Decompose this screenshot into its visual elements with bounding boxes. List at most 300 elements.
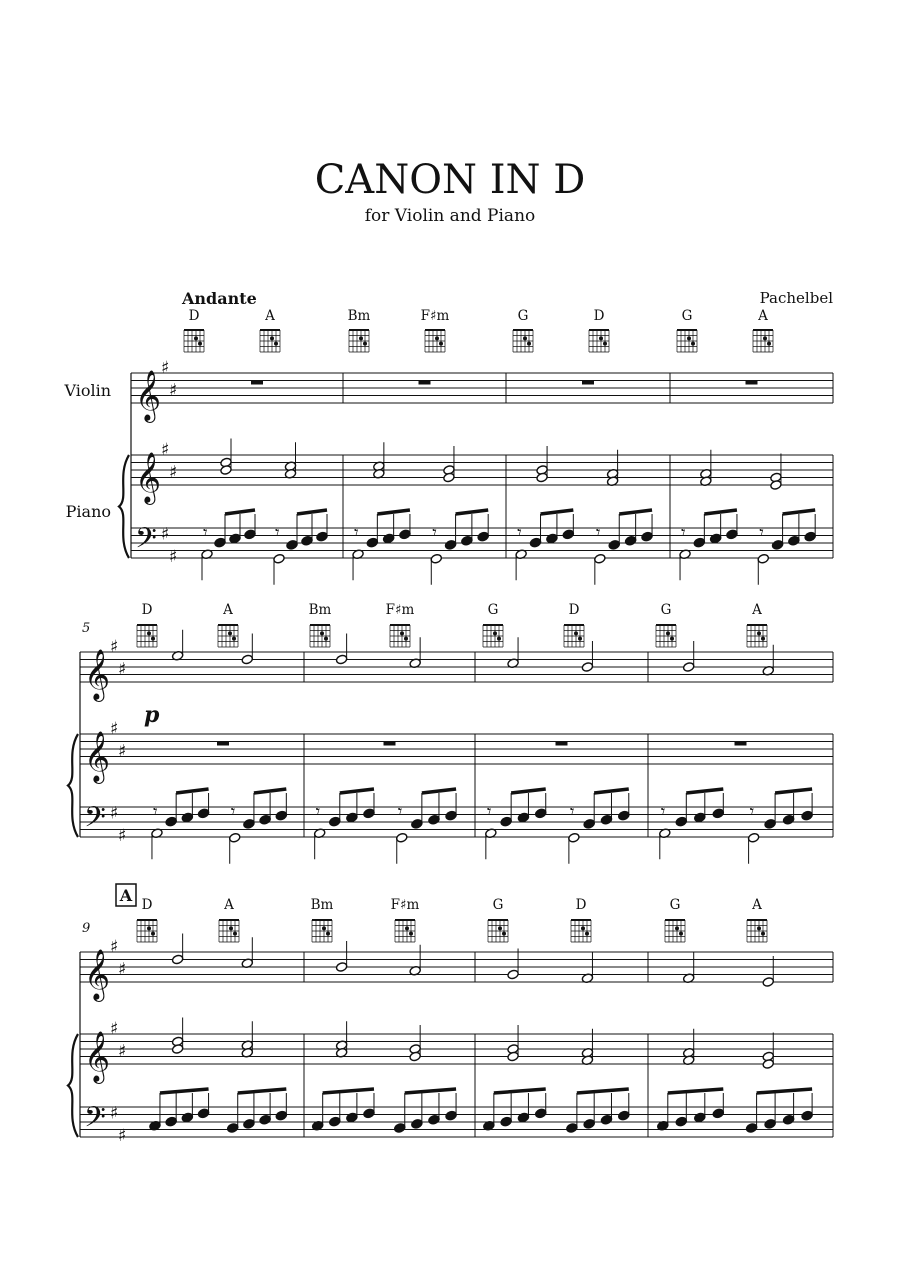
- violin-staff: [80, 652, 833, 682]
- note-head: [409, 1051, 421, 1062]
- sharp-icon: ♯: [118, 1126, 127, 1146]
- note-head: [757, 553, 769, 564]
- eighth-beam: [511, 789, 546, 793]
- eighth-beam: [405, 1089, 456, 1093]
- chord-g: [513, 308, 533, 352]
- whole-rest-icon: [746, 381, 758, 385]
- eighth-rest-icon: 𝄾: [432, 523, 437, 543]
- chord-d: [184, 308, 204, 352]
- note-head: [394, 1123, 406, 1134]
- guitar-chord-diagram-icon: [571, 920, 591, 942]
- eighth-beam: [225, 510, 255, 514]
- note-head: [346, 812, 358, 823]
- finger-dot: [270, 336, 274, 340]
- chord-name: Bm: [310, 897, 334, 913]
- note-head: [675, 1116, 687, 1127]
- sharp-icon: ♯: [110, 1103, 119, 1124]
- whole-rest-icon: [419, 381, 431, 385]
- guitar-chord-diagram-icon: [747, 920, 767, 942]
- note-head: [683, 662, 695, 673]
- eighth-rest-icon: 𝄾: [203, 523, 208, 543]
- finger-dot: [675, 926, 679, 930]
- note-head: [801, 1110, 813, 1121]
- eighth-beam: [686, 789, 723, 793]
- sharp-icon: ♯: [169, 380, 178, 401]
- note-head: [197, 1108, 209, 1119]
- sharp-icon: ♯: [118, 959, 127, 980]
- note-head: [181, 812, 193, 823]
- note-head: [259, 814, 271, 825]
- guitar-chord-diagram-icon: [137, 625, 157, 647]
- note-head: [273, 553, 285, 564]
- guitar-chord-diagram-icon: [656, 625, 676, 647]
- note-head: [220, 465, 232, 476]
- chord-fsharpm: [391, 897, 420, 942]
- finger-dot: [320, 631, 324, 635]
- chord-name: A: [752, 897, 762, 913]
- note-head: [517, 812, 529, 823]
- note-head: [229, 533, 241, 544]
- chord-name: D: [568, 602, 580, 618]
- note-head: [275, 810, 287, 821]
- sharp-icon: ♯: [110, 937, 119, 957]
- note-head: [428, 1114, 440, 1125]
- note-head: [346, 1112, 358, 1123]
- finger-dot: [322, 926, 326, 930]
- note-head: [600, 1114, 612, 1125]
- finger-dot: [363, 342, 367, 346]
- note-head: [214, 537, 226, 548]
- note-head: [745, 1123, 757, 1134]
- note-head: [546, 533, 558, 544]
- sharp-icon: ♯: [118, 1041, 127, 1062]
- treble-clef-icon: 𝄞: [84, 949, 111, 1000]
- sharp-icon: ♯: [110, 719, 119, 739]
- note-head: [197, 808, 209, 819]
- guitar-chord-diagram-icon: [513, 330, 533, 352]
- note-head: [517, 1112, 529, 1123]
- guitar-chord-diagram-icon: [219, 920, 239, 942]
- chord-name: A: [758, 308, 768, 324]
- note-head: [675, 816, 687, 827]
- eighth-beam: [456, 510, 489, 514]
- chord-name: A: [224, 897, 234, 913]
- note-head: [535, 1108, 547, 1119]
- note-head: [165, 816, 177, 827]
- finger-dot: [228, 631, 232, 635]
- note-head: [507, 969, 519, 980]
- note-head: [529, 537, 541, 548]
- finger-dot: [435, 336, 439, 340]
- note-head: [444, 540, 456, 551]
- chord-g: [656, 602, 676, 647]
- rehearsal-mark: A: [119, 886, 133, 905]
- violin-staff: [131, 373, 833, 403]
- eighth-beam: [377, 510, 410, 514]
- finger-dot: [404, 637, 408, 641]
- finger-dot: [578, 637, 582, 641]
- eighth-rest-icon: 𝄾: [569, 802, 575, 822]
- finger-dot: [400, 631, 404, 635]
- note-head: [286, 540, 298, 551]
- tempo-marking: Andante: [182, 289, 257, 308]
- finger-dot: [326, 932, 330, 936]
- note-head: [461, 535, 473, 546]
- note-head: [165, 1116, 177, 1127]
- chord-g: [665, 897, 685, 942]
- finger-dot: [763, 336, 767, 340]
- note-head: [335, 654, 347, 665]
- chord-name: D: [188, 308, 200, 324]
- note-head: [500, 816, 512, 827]
- finger-dot: [670, 637, 674, 641]
- note-head: [259, 1114, 271, 1125]
- note-head: [771, 540, 783, 551]
- eighth-rest-icon: 𝄾: [759, 523, 764, 543]
- note-head: [536, 472, 548, 483]
- finger-dot: [523, 336, 527, 340]
- note-head: [801, 810, 813, 821]
- chord-d: [137, 602, 157, 647]
- guitar-chord-diagram-icon: [488, 920, 508, 942]
- eighth-beam: [594, 789, 629, 793]
- eighth-beam: [176, 789, 208, 793]
- violin-staff: [80, 952, 833, 982]
- note-head: [171, 1044, 183, 1055]
- note-head: [329, 816, 341, 827]
- note-head: [709, 533, 721, 544]
- treble-clef-icon: 𝄞: [84, 731, 111, 782]
- chord-a: [260, 308, 280, 352]
- sharp-icon: ♯: [118, 659, 127, 680]
- note-head: [399, 529, 411, 540]
- sharp-icon: ♯: [161, 440, 170, 460]
- sharp-icon: ♯: [118, 741, 127, 762]
- system-2: [68, 602, 833, 864]
- note-head: [382, 533, 394, 544]
- note-head: [562, 529, 574, 540]
- eighth-rest-icon: 𝄾: [354, 523, 359, 543]
- dynamic-marking: p: [144, 702, 160, 728]
- finger-dot: [599, 336, 603, 340]
- note-head: [600, 814, 612, 825]
- guitar-chord-diagram-icon: [395, 920, 415, 942]
- finger-dot: [198, 342, 202, 346]
- note-head: [608, 540, 620, 551]
- finger-dot: [581, 926, 585, 930]
- finger-dot: [497, 637, 501, 641]
- guitar-chord-diagram-icon: [218, 625, 238, 647]
- eighth-beam: [577, 1089, 629, 1093]
- note-head: [624, 535, 636, 546]
- finger-dot: [498, 926, 502, 930]
- chord-bm: [348, 308, 371, 352]
- note-head: [788, 535, 800, 546]
- piano-label: Piano: [65, 502, 111, 521]
- note-head: [445, 810, 457, 821]
- note-head: [583, 819, 595, 830]
- whole-rest-icon: [384, 742, 396, 746]
- eighth-beam: [340, 789, 374, 793]
- chord-name: D: [593, 308, 605, 324]
- piano-right-hand-staff: [131, 455, 833, 485]
- bass-clef-icon: 𝄢: [135, 522, 157, 562]
- chord-d: [564, 602, 584, 647]
- treble-clef-icon: 𝄞: [135, 452, 162, 503]
- treble-clef-icon: 𝄞: [135, 370, 162, 421]
- eighth-rest-icon: 𝄾: [486, 802, 492, 822]
- whole-rest-icon: [251, 381, 263, 385]
- note-head: [241, 654, 253, 665]
- note-head: [411, 819, 423, 830]
- finger-dot: [761, 637, 765, 641]
- sharp-icon: ♯: [110, 1019, 119, 1039]
- eighth-beam: [238, 1089, 287, 1093]
- finger-dot: [679, 932, 683, 936]
- note-head: [477, 531, 489, 542]
- finger-dot: [147, 926, 151, 930]
- chord-name: F♯m: [390, 897, 420, 913]
- chord-g: [483, 602, 503, 647]
- eighth-rest-icon: 𝄾: [660, 802, 666, 822]
- finger-dot: [757, 926, 761, 930]
- guitar-chord-diagram-icon: [260, 330, 280, 352]
- system-1: [119, 308, 833, 585]
- chord-d: [571, 897, 591, 942]
- finger-dot: [229, 926, 233, 930]
- guitar-chord-diagram-icon: [390, 625, 410, 647]
- chord-name: A: [223, 602, 233, 618]
- piano-brace: [68, 734, 78, 837]
- guitar-chord-diagram-icon: [747, 625, 767, 647]
- chord-d: [589, 308, 609, 352]
- note-head: [443, 472, 455, 483]
- chord-a: [218, 602, 238, 647]
- chord-name: A: [265, 308, 275, 324]
- whole-rest-icon: [735, 742, 747, 746]
- eighth-rest-icon: 𝄾: [152, 802, 158, 822]
- chord-name: F♯m: [385, 602, 415, 618]
- note-head: [694, 812, 706, 823]
- treble-clef-icon: 𝄞: [84, 649, 111, 700]
- eighth-beam: [323, 1089, 374, 1093]
- chord-name: G: [487, 602, 499, 618]
- chord-name: G: [492, 897, 504, 913]
- eighth-beam: [494, 1089, 546, 1093]
- note-head: [243, 1119, 255, 1130]
- bass-clef-icon: 𝄢: [84, 801, 106, 841]
- note-head: [618, 810, 630, 821]
- eighth-rest-icon: 𝄾: [397, 802, 403, 822]
- measure-number: 9: [82, 921, 91, 936]
- finger-dot: [666, 631, 670, 635]
- note-head: [747, 832, 759, 843]
- note-head: [229, 832, 241, 843]
- sharp-icon: ♯: [110, 637, 119, 657]
- piano-brace: [68, 1034, 78, 1137]
- chord-name: G: [681, 308, 693, 324]
- finger-dot: [233, 932, 237, 936]
- finger-dot: [757, 631, 761, 635]
- piano-brace: [119, 455, 129, 558]
- note-head: [445, 1110, 457, 1121]
- guitar-chord-diagram-icon: [425, 330, 445, 352]
- note-head: [782, 1114, 794, 1125]
- eighth-rest-icon: 𝄾: [315, 802, 321, 822]
- finger-dot: [405, 926, 409, 930]
- violin-label: Violin: [64, 381, 111, 400]
- finger-dot: [151, 637, 155, 641]
- sharp-icon: ♯: [169, 462, 178, 483]
- sharp-icon: ♯: [110, 803, 119, 824]
- chord-name: G: [669, 897, 681, 913]
- guitar-chord-diagram-icon: [589, 330, 609, 352]
- note-head: [618, 1110, 630, 1121]
- finger-dot: [147, 631, 151, 635]
- guitar-chord-diagram-icon: [184, 330, 204, 352]
- score-title: CANON IN D: [314, 157, 586, 203]
- chord-a: [747, 602, 767, 647]
- finger-dot: [691, 342, 695, 346]
- eighth-rest-icon: 𝄾: [230, 802, 236, 822]
- note-head: [363, 808, 375, 819]
- guitar-chord-diagram-icon: [137, 920, 157, 942]
- note-head: [275, 1110, 287, 1121]
- note-head: [430, 553, 442, 564]
- note-head: [566, 1123, 578, 1134]
- note-head: [171, 954, 183, 965]
- measure-number: 5: [82, 621, 91, 636]
- guitar-chord-diagram-icon: [349, 330, 369, 352]
- finger-dot: [151, 932, 155, 936]
- note-head: [712, 808, 724, 819]
- eighth-beam: [160, 1089, 209, 1093]
- note-head: [329, 1116, 341, 1127]
- piano-right-hand-staff: [80, 1034, 833, 1064]
- eighth-rest-icon: 𝄾: [517, 523, 522, 543]
- chord-bm: [311, 897, 334, 942]
- note-head: [762, 1059, 774, 1070]
- chord-name: G: [517, 308, 529, 324]
- whole-rest-icon: [582, 381, 594, 385]
- sharp-icon: ♯: [161, 358, 170, 378]
- guitar-chord-diagram-icon: [564, 625, 584, 647]
- note-head: [804, 531, 816, 542]
- chord-d: [137, 897, 157, 942]
- note-head: [244, 529, 256, 540]
- finger-dot: [767, 342, 771, 346]
- note-head: [396, 832, 408, 843]
- finger-dot: [493, 631, 497, 635]
- finger-dot: [324, 637, 328, 641]
- finger-dot: [359, 336, 363, 340]
- finger-dot: [502, 932, 506, 936]
- note-head: [500, 1116, 512, 1127]
- chord-a: [747, 897, 767, 942]
- note-head: [227, 1123, 239, 1134]
- note-head: [594, 553, 606, 564]
- eighth-beam: [704, 510, 737, 514]
- guitar-chord-diagram-icon: [665, 920, 685, 942]
- chord-name: Bm: [308, 602, 332, 618]
- rehearsal-mark-box: [116, 884, 136, 906]
- bass-clef-icon: 𝄢: [84, 1101, 106, 1141]
- note-head: [583, 1119, 595, 1130]
- guitar-chord-diagram-icon: [310, 625, 330, 647]
- note-head: [641, 531, 653, 542]
- eighth-beam: [757, 1089, 813, 1093]
- chord-a: [753, 308, 773, 352]
- chord-fsharpm: [421, 308, 450, 352]
- finger-dot: [603, 342, 607, 346]
- composer-name: Pachelbel: [759, 289, 833, 307]
- finger-dot: [585, 932, 589, 936]
- note-head: [411, 1119, 423, 1130]
- note-head: [762, 977, 774, 988]
- system-3: [68, 884, 833, 1146]
- chord-fsharpm: [386, 602, 415, 647]
- note-head: [694, 1112, 706, 1123]
- eighth-rest-icon: 𝄾: [595, 523, 601, 543]
- eighth-rest-icon: 𝄾: [275, 523, 280, 543]
- chord-g: [488, 897, 508, 942]
- finger-dot: [274, 342, 278, 346]
- sharp-icon: ♯: [161, 524, 170, 545]
- note-head: [243, 819, 255, 830]
- finger-dot: [232, 637, 236, 641]
- chord-bm: [309, 602, 332, 647]
- finger-dot: [409, 932, 413, 936]
- note-head: [726, 529, 738, 540]
- chord-name: D: [575, 897, 587, 913]
- eighth-beam: [254, 789, 286, 793]
- note-head: [764, 1119, 776, 1130]
- guitar-chord-diagram-icon: [677, 330, 697, 352]
- note-head: [366, 537, 378, 548]
- finger-dot: [527, 342, 531, 346]
- chord-name: Bm: [347, 308, 371, 324]
- chord-name: D: [141, 602, 153, 618]
- whole-rest-icon: [217, 742, 229, 746]
- note-head: [335, 962, 347, 973]
- note-head: [428, 814, 440, 825]
- finger-dot: [574, 631, 578, 635]
- note-head: [782, 814, 794, 825]
- note-head: [764, 819, 776, 830]
- whole-rest-icon: [556, 742, 568, 746]
- chord-a: [219, 897, 239, 942]
- note-head: [316, 531, 328, 542]
- finger-dot: [761, 932, 765, 936]
- chord-name: G: [660, 602, 672, 618]
- note-head: [712, 1108, 724, 1119]
- score-subtitle: for Violin and Piano: [364, 206, 536, 226]
- finger-dot: [194, 336, 198, 340]
- eighth-beam: [422, 789, 456, 793]
- finger-dot: [439, 342, 443, 346]
- eighth-rest-icon: 𝄾: [749, 802, 755, 822]
- eighth-beam: [619, 510, 652, 514]
- guitar-chord-diagram-icon: [753, 330, 773, 352]
- music-notation: [65, 308, 833, 1146]
- guitar-chord-diagram-icon: [312, 920, 332, 942]
- eighth-beam: [541, 510, 574, 514]
- eighth-beam: [668, 1089, 724, 1093]
- note-head: [301, 535, 313, 546]
- note-head: [581, 662, 593, 673]
- sharp-icon: ♯: [118, 826, 127, 846]
- chord-name: A: [752, 602, 762, 618]
